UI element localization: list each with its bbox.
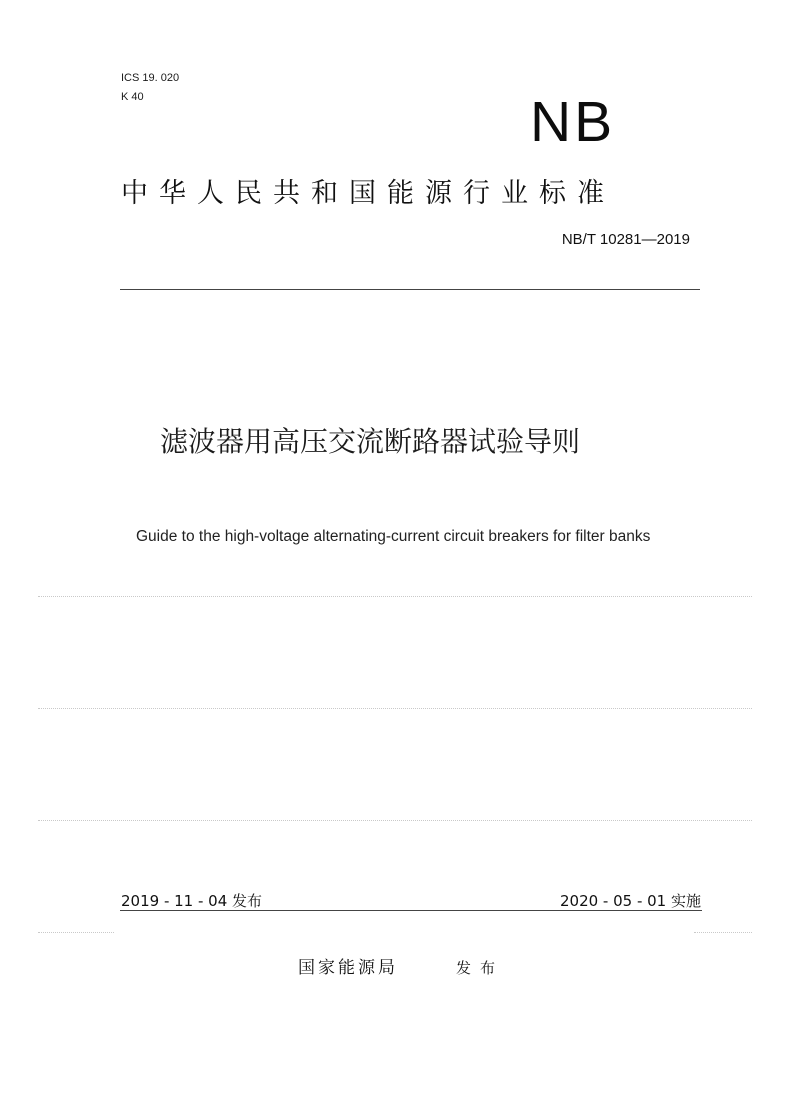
dotted-divider <box>38 820 752 821</box>
dotted-divider <box>694 932 752 933</box>
header-rule <box>120 289 700 290</box>
dotted-divider <box>38 708 752 709</box>
footer-rule <box>120 910 702 911</box>
publish-date: 2019 - 11 - 04 发布 <box>121 892 263 910</box>
document-title-english: Guide to the high-voltage alternating-current circuit breakers for filter banks <box>136 528 651 545</box>
classification-code: K 40 <box>121 91 144 103</box>
implement-date: 2020 - 05 - 01 实施 <box>559 892 701 910</box>
standard-category: 中华人民共和国能源行业标准 <box>121 178 615 209</box>
ics-code: ICS 19. 020 <box>121 72 180 84</box>
issue-label: 发布 <box>456 959 505 977</box>
dotted-divider <box>38 596 752 597</box>
issuing-authority: 国家能源局 <box>298 958 398 978</box>
document-title-chinese: 滤波器用高压交流断路器试验导则 <box>160 425 581 458</box>
nb-logo: NB <box>530 90 616 154</box>
standard-number: NB/T 10281—2019 <box>561 231 690 248</box>
dotted-divider <box>38 932 114 933</box>
